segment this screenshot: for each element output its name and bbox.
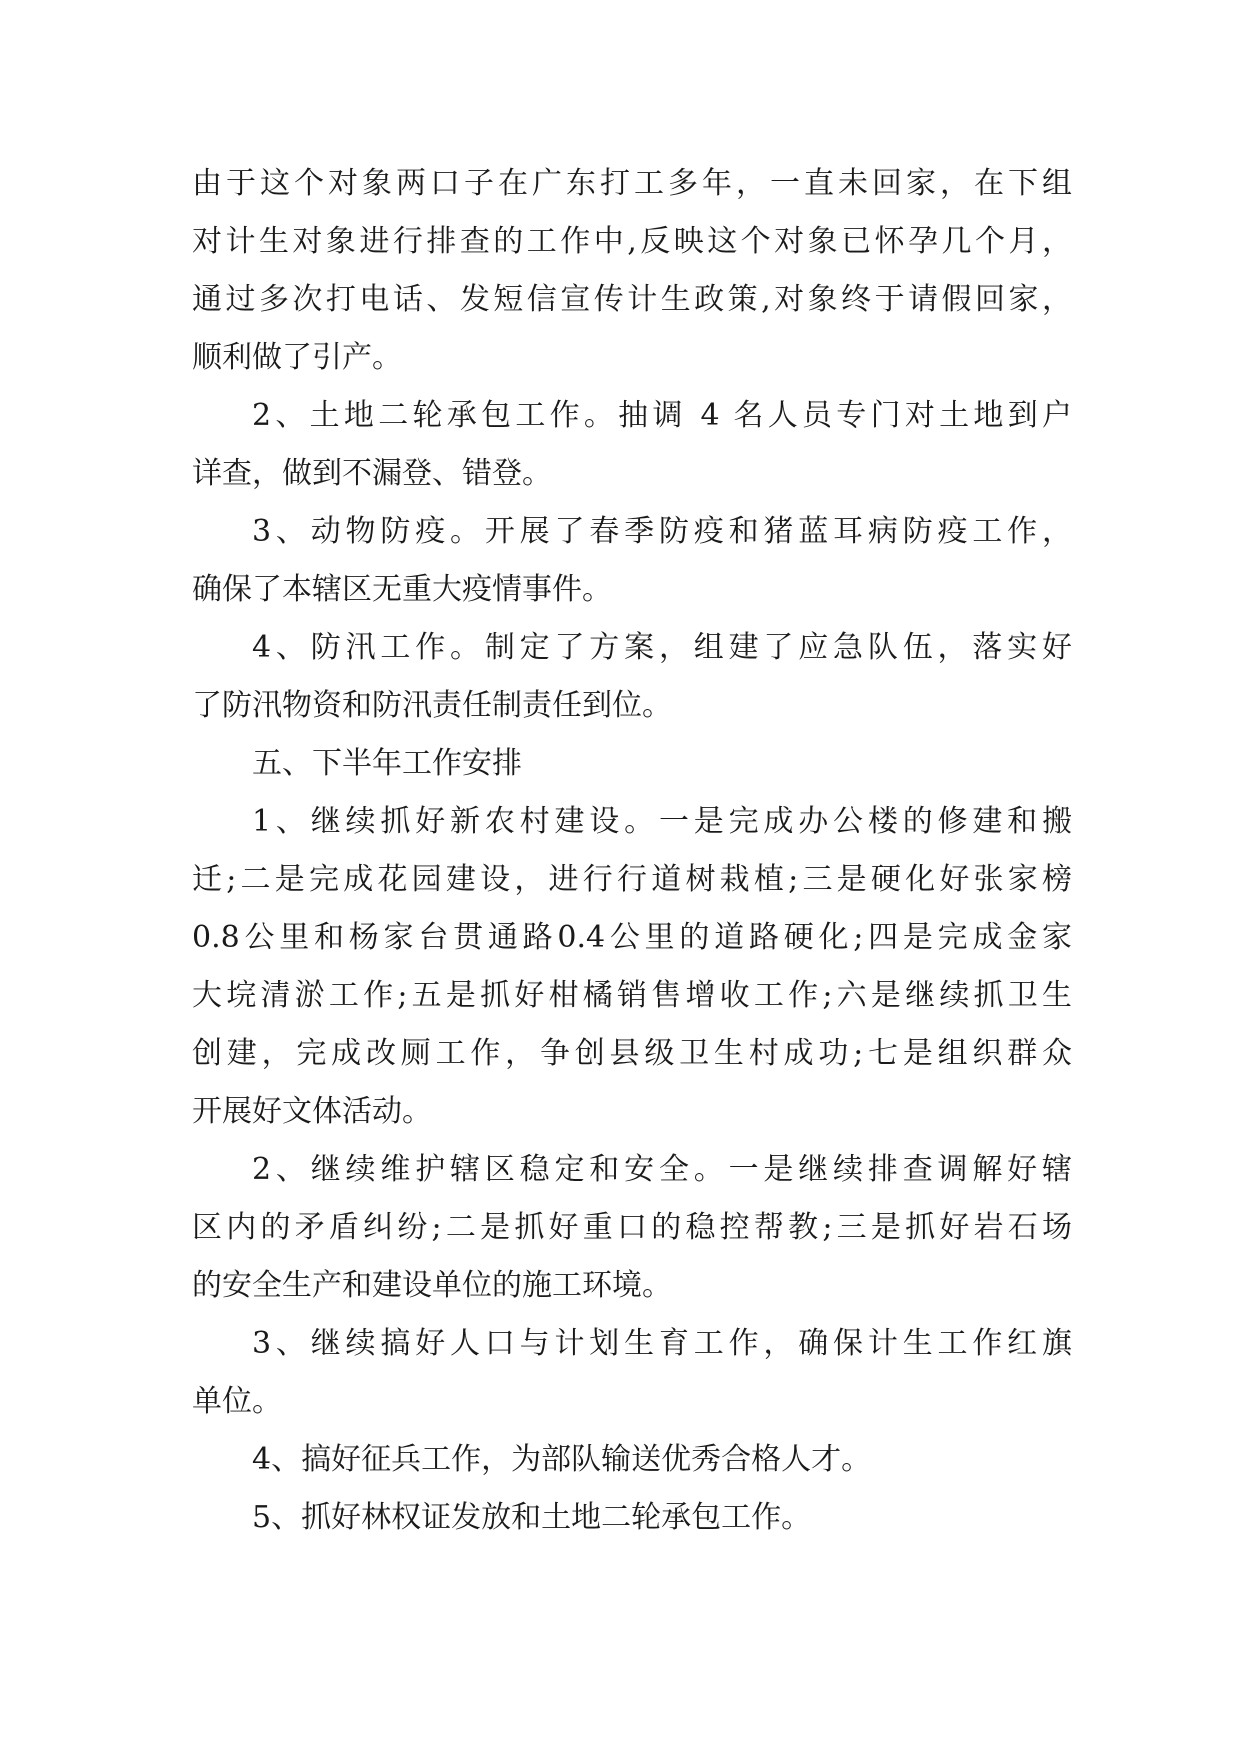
text-line: 确保了本辖区无重大疫情事件。	[192, 572, 612, 607]
text-line: 2、继续维护辖区稳定和安全。一是继续排查调解好辖	[252, 1152, 1072, 1187]
paragraph	[192, 155, 1072, 387]
text-line: 区内的矛盾纠纷;二是抓好重口的稳控帮教;三是抓好岩石场	[192, 1210, 1072, 1245]
paragraph	[192, 735, 1072, 793]
paragraph	[192, 1315, 1072, 1431]
text-line: 0.8公里和杨家台贯通路0.4公里的道路硬化;四是完成金家	[192, 920, 1072, 955]
paragraph	[192, 503, 1072, 619]
text-line: 单位。	[192, 1384, 282, 1419]
text-line: 4、搞好征兵工作，为部队输送优秀合格人才。	[252, 1442, 872, 1477]
paragraph	[192, 387, 1072, 503]
text-line: 五、下半年工作安排	[252, 746, 522, 781]
paragraph	[192, 1431, 1072, 1489]
text-line: 3、继续搞好人口与计划生育工作，确保计生工作红旗	[252, 1326, 1072, 1361]
text-line: 1、继续抓好新农村建设。一是完成办公楼的修建和搬	[252, 804, 1072, 839]
paragraph	[192, 1141, 1072, 1315]
text-line: 详查，做到不漏登、错登。	[192, 456, 552, 491]
text-line: 迁;二是完成花园建设，进行行道树栽植;三是硬化好张家榜	[192, 862, 1072, 897]
text-line: 开展好文体活动。	[192, 1094, 432, 1129]
paragraph	[192, 793, 1072, 1141]
text-line: 了防汛物资和防汛责任制责任到位。	[192, 688, 672, 723]
text-line: 顺利做了引产。	[192, 340, 402, 375]
text-line: 5、抓好林权证发放和土地二轮承包工作。	[252, 1500, 812, 1535]
text-line: 对计生对象进行排查的工作中,反映这个对象已怀孕几个月，	[192, 224, 1072, 259]
text-line: 的安全生产和建设单位的施工环境。	[192, 1268, 672, 1303]
text-line: 通过多次打电话、发短信宣传计生政策,对象终于请假回家，	[192, 282, 1072, 317]
text-line: 大垸清淤工作;五是抓好柑橘销售增收工作;六是继续抓卫生	[192, 978, 1072, 1013]
text-line: 4、防汛工作。制定了方案，组建了应急队伍，落实好	[252, 630, 1072, 665]
text-line: 3、动物防疫。开展了春季防疫和猪蓝耳病防疫工作，	[252, 514, 1072, 549]
text-line: 2、土地二轮承包工作。抽调 4 名人员专门对土地到户	[252, 398, 1072, 433]
document-body	[192, 155, 1072, 1547]
text-line: 由于这个对象两口子在广东打工多年，一直未回家，在下组	[192, 166, 1072, 201]
paragraph	[192, 619, 1072, 735]
text-line: 创建，完成改厕工作，争创县级卫生村成功;七是组织群众	[192, 1036, 1072, 1071]
paragraph	[192, 1489, 1072, 1547]
